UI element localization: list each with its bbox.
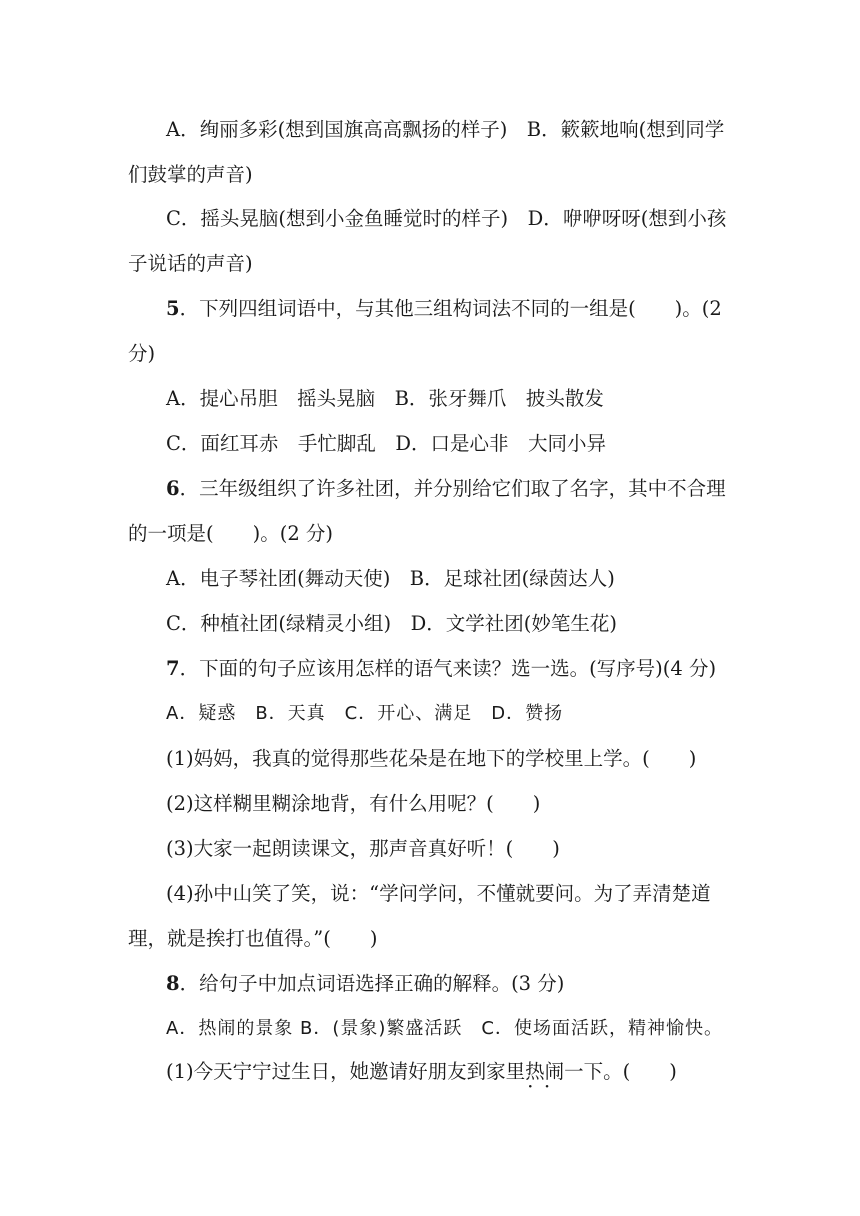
q8-options: A．热闹的景象 B．(景象)繁盛活跃 C．使场面活跃，精神愉快。 [166,1018,723,1039]
q6-number: 6 [166,477,180,500]
question-6-cont: 的一项是( )。(2 分) [128,522,334,545]
q8-item-1-text-a: (1)今天宁宁过生日，她邀请好朋友到家里 [166,1060,526,1083]
q8-item-1 [0,1060,860,1084]
q6-option-ab: A．电子琴社团(舞动天使) B．足球社团(绿茵达人) [166,567,615,590]
q5-number: 5 [166,297,180,320]
q7-item-3: (3)大家一起朗读课文，那声音真好听！( ) [166,837,560,860]
q4-option-ab-cont: 们鼓掌的声音) [128,163,253,186]
q8-item-1-text-b: 一下。( ) [564,1060,677,1083]
question-5-cont: 分) [128,342,156,365]
q7-number: 7 [166,657,180,680]
q8-number: 8 [166,972,180,995]
q5-text: ．下列四组词语中，与其他三组构词法不同的一组是( )。(2 [179,297,722,320]
q7-item-4-cont: 理，就是挨打也值得。”( ) [128,927,378,950]
q4-option-cd-cont: 子说话的声音) [128,252,253,275]
q7-item-2: (2)这样糊里糊涂地背，有什么用呢？( ) [166,792,541,815]
dotted-word: 热闹 · · [525,1060,564,1083]
q8-text: ．给句子中加点词语选择正确的解释。(3 分) [179,972,565,995]
q6-text: ．三年级组织了许多社团，并分别给它们取了名字，其中不合理 [179,477,726,500]
q7-item-4: (4)孙中山笑了笑，说：“学问学问，不懂就要问。为了弄清楚道 [166,882,711,905]
question-8 [0,972,860,996]
q7-text: ．下面的句子应该用怎样的语气来读？选一选。(写序号)(4 分) [179,657,717,680]
q4-option-cd: C．摇头晃脑(想到小金鱼睡觉时的样子) D．咿咿呀呀(想到小孩 [166,207,727,230]
question-7 [0,657,860,681]
q4-option-ab: A．绚丽多彩(想到国旗高高飘扬的样子) B．簌簌地响(想到同学 [166,118,725,141]
q7-item-1: (1)妈妈，我真的觉得那些花朵是在地下的学校里上学。( ) [166,747,697,770]
q5-option-ab: A．提心吊胆 摇头晃脑 B．张牙舞爪 披头散发 [166,387,604,410]
q6-option-cd: C．种植社团(绿精灵小组) D．文学社团(妙笔生花) [166,612,617,635]
question-6 [0,477,860,501]
question-5 [0,297,860,321]
q5-option-cd: C．面红耳赤 手忙脚乱 D．口是心非 大同小异 [166,432,607,455]
q7-options: A．疑惑 B．天真 C．开心、满足 D．赞扬 [166,703,564,724]
